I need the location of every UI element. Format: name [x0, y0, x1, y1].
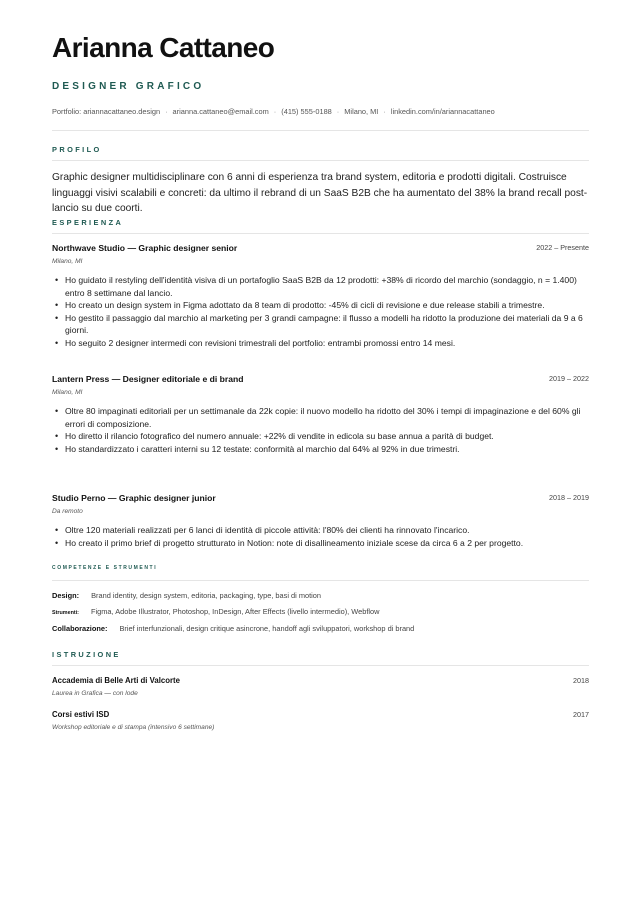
job-bullets: [52, 405, 589, 455]
separator: ·: [165, 107, 168, 116]
job-role: DESIGNER GRAFICO: [52, 81, 205, 92]
divider: [52, 580, 589, 581]
bullet-item: • Oltre 120 materiali realizzati per 6 lanci di identità di piccole attività: l'80% dei clienti ha rinnovato l'incarico.: [52, 524, 589, 537]
job-bullets: [52, 274, 589, 350]
job-title: Northwave Studio — Graphic designer senior: [52, 243, 238, 253]
skill-row: [52, 607, 589, 616]
skill-label: Design:: [52, 591, 80, 600]
job-dates: 2019 – 2022: [549, 374, 589, 383]
separator: ·: [336, 107, 340, 116]
job-location: Milano, MI: [52, 389, 83, 396]
skill-row: [52, 624, 589, 633]
job-entry: [52, 493, 589, 549]
section-title-profile: PROFILO: [52, 145, 102, 154]
skill-label: Collaborazione:: [52, 624, 108, 633]
contact-line: [52, 107, 495, 116]
bullet-item: • Oltre 80 impaginati editoriali per un settimanale da 22k copie: il nuovo modello ha ridotto del 30% i tempi di impaginazione e del 60% gli errori di composizione.: [52, 405, 589, 430]
skill-value: Brand identity, design system, editoria, packaging, type, basi di motion: [91, 591, 322, 600]
linkedin-link[interactable]: linkedin.com/in/ariannacattaneo: [390, 107, 495, 116]
job-location: Milano, MI: [52, 258, 83, 265]
job-dates: 2018 – 2019: [549, 493, 589, 502]
section-title-skills: COMPETENZE E STRUMENTI: [52, 565, 158, 571]
skill-row: [52, 591, 589, 600]
bullet-item: • Ho diretto il rilancio fotografico del numero annuale: +22% di vendite in edicola su base annua a parità di budget.: [52, 430, 589, 443]
bullet-item: • Ho standardizzato i caratteri interni su 12 testate: conformità al marchio dal 64% al 92% in due trimestri.: [52, 443, 589, 456]
skill-value: Brief interfunzionali, design critique asincrone, handoff agli sviluppatori, workshop di brand: [119, 624, 415, 633]
education-year: 2018: [573, 676, 589, 685]
education-detail: Workshop editoriale e di stampa (intensivo 6 settimane): [52, 724, 215, 731]
bullet-item: • Ho guidato il restyling dell'identità visiva di un portafoglio SaaS B2B da 12 prodotti: +38% di ricordo del marchio (sondaggio, n = 1.400) entro 8 settimane dal lancio.: [52, 274, 589, 299]
education-item: [52, 676, 589, 697]
bullet-item: • Ho gestito il passaggio dal marchio al marketing per 3 grandi campagne: il flusso a modelli ha ridotto la produzione dei materiali da 9 a 6 giorni.: [52, 312, 589, 337]
job-title: Studio Perno — Graphic designer junior: [52, 493, 216, 503]
section-title-experience: ESPERIENZA: [52, 218, 124, 227]
job-entry: [52, 243, 589, 350]
skill-label: Strumenti:: [52, 610, 79, 616]
candidate-name: Arianna Cattaneo: [52, 32, 275, 63]
job-entry: [52, 374, 589, 455]
location: Milano, MI: [344, 107, 379, 116]
skill-value: Figma, Adobe Illustrator, Photoshop, InDesign, After Effects (livello intermedio), Webflow: [90, 607, 380, 616]
bullet-item: • Ho creato il primo brief di progetto strutturato in Notion: note di disallineamento iniziale scese da circa 6 a 2 per progetto.: [52, 537, 589, 550]
section-title-education: ISTRUZIONE: [52, 650, 121, 659]
portfolio-link[interactable]: Portfolio: ariannacattaneo.design: [52, 107, 161, 116]
job-bullets: [52, 524, 589, 549]
divider: [52, 665, 589, 666]
email-link[interactable]: arianna.cattaneo@email.com: [172, 107, 269, 116]
profile-summary: Graphic designer multidisciplinare con 6 anni di esperienza tra brand system, editoria e prodotti digitali. Costruisce linguaggi visivi scalabili e concreti: da ultimo il rebrand di un SaaS B2B che ha aumentato del 38% la brand recall post-lancio su due coorti.: [52, 172, 588, 214]
job-dates: 2022 – Presente: [536, 243, 589, 252]
phone-number: (415) 555-0188: [281, 107, 332, 116]
separator: ·: [273, 107, 277, 116]
education-detail: Laurea in Grafica — con lode: [52, 690, 138, 697]
school-name: Accademia di Belle Arti di Valcorte: [52, 676, 180, 685]
education-year: 2017: [573, 710, 589, 719]
school-name: Corsi estivi ISD: [52, 710, 110, 719]
divider: [52, 233, 589, 234]
job-title: Lantern Press — Designer editoriale e di brand: [52, 374, 244, 384]
divider: [52, 160, 589, 161]
job-location: Da remoto: [52, 508, 83, 515]
bullet-item: • Ho creato un design system in Figma adottato da 8 team di prodotto: -45% di cicli di revisione e due release stabili a trimestre.: [52, 299, 589, 312]
bullet-item: • Ho seguito 2 designer intermedi con revisioni trimestrali del portfolio: entrambi promossi entro 14 mesi.: [52, 337, 589, 350]
divider: [52, 130, 589, 131]
separator: ·: [383, 107, 386, 116]
education-item: [52, 710, 589, 731]
